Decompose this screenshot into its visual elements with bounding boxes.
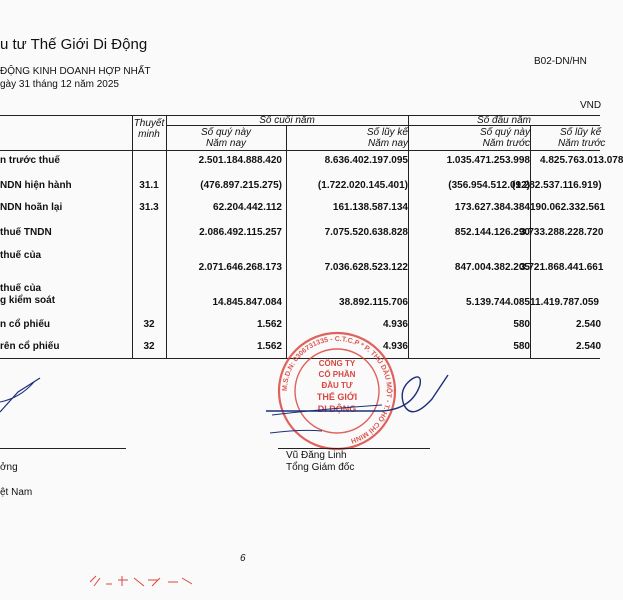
stamp-line-1: CÔNG TY (318, 359, 356, 368)
row-q-prev-value: (356.954.512.092) (448, 180, 530, 191)
col-ytd-this-header: Số lũy kế (366, 127, 408, 138)
group-end-header: Số cuối năm (259, 115, 315, 126)
right-signature-line (278, 448, 430, 449)
row-q-prev-value: 173.627.384.384 (454, 202, 530, 213)
row-note: 31.1 (139, 180, 159, 191)
row-label: n cổ phiếu (0, 319, 50, 330)
stamp-ring-text: M.S.D.N: 0306731335 - C.T.C.P * P. THỦ DẦU MỘT - T. HỒ CHÍ MINH (281, 335, 393, 444)
col-q-this-header: Số quý này (200, 127, 252, 138)
row-q-this-value: 62.204.442.112 (213, 202, 282, 213)
col-ytd-prev-header: Số lũy kế (560, 127, 602, 138)
col-note-header: Thuyết minh (133, 118, 165, 140)
handwritten-marks (88, 572, 198, 590)
col-q-prev-year: Năm trước (482, 138, 530, 149)
col-ytd-prev-year: Năm trước (558, 138, 606, 149)
page-number: 6 (240, 553, 246, 564)
form-code: B02-DN/HN (534, 56, 587, 67)
left-signer-title: ởng (0, 462, 18, 473)
row-q-this-value: 14.845.847.084 (212, 297, 282, 308)
right-signature-scribble (262, 365, 462, 445)
stamp-line-4: THẾ GIỚI (316, 392, 358, 402)
company-title: u tư Thế Giới Di Động (0, 36, 148, 53)
col-divider (408, 115, 409, 358)
currency-unit: VND (580, 100, 602, 111)
row-q-this-value: 1.562 (256, 341, 282, 352)
row-ytd-this-value: 4.936 (382, 341, 408, 352)
col-divider (530, 125, 531, 358)
row-ytd-prev-value: (1.282.537.116.919) (512, 180, 602, 191)
row-label: rên cổ phiếu (0, 341, 60, 352)
row-q-prev-value: 580 (513, 341, 530, 352)
row-ytd-prev-value: 190.062.332.561 (530, 202, 606, 213)
left-signature-scribble (0, 372, 60, 422)
row-ytd-this-value: 4.936 (382, 319, 408, 330)
row-ytd-prev-value: 2.540 (576, 319, 602, 330)
row-label: n trước thuế (0, 155, 60, 166)
row-q-this-value: (476.897.215.275) (200, 180, 282, 191)
row-note: 32 (143, 341, 155, 352)
right-signer-name: Vũ Đăng Linh (286, 450, 347, 461)
right-signer-title: Tổng Giám đốc (286, 462, 355, 473)
row-q-this-value: 2.501.184.888.420 (198, 155, 282, 166)
row-q-this-value: 2.086.492.115.257 (199, 227, 282, 238)
row-q-prev-value: 580 (513, 319, 530, 330)
stamp-line-5: DI ĐỘNG (317, 404, 357, 414)
row-label-continued: g kiểm soát (0, 295, 56, 306)
row-ytd-prev-value: 3.721.868.441.661 (520, 262, 604, 273)
row-ytd-this-value: 161.138.587.134 (332, 202, 408, 213)
row-q-this-value: 2.071.646.268.173 (198, 262, 282, 273)
row-note: 32 (143, 319, 155, 330)
row-q-this-value: 1.562 (256, 319, 282, 330)
row-ytd-prev-value: 11.419.787.059 (530, 297, 599, 308)
row-note: 31.3 (139, 202, 159, 213)
left-signature-line (0, 448, 126, 449)
row-q-prev-value: 847.004.382.205 (454, 262, 530, 273)
row-label: thuế của (0, 283, 42, 294)
report-title: ĐỘNG KINH DOANH HỢP NHẤT (0, 66, 151, 77)
col-q-this-year: Năm nay (205, 138, 246, 149)
row-ytd-prev-value: 4.825.763.013.078 (540, 155, 623, 166)
row-ytd-this-value: 7.075.520.638.828 (324, 227, 408, 238)
col-divider (286, 125, 287, 358)
row-q-prev-value: 5.139.744.085 (466, 297, 530, 308)
col-q-prev-header: Số quý này (479, 127, 530, 138)
row-label: NDN hiện hành (0, 180, 72, 191)
row-ytd-this-value: 8.636.402.197.095 (324, 155, 408, 166)
row-q-prev-value: 1.035.471.253.998 (446, 155, 530, 166)
row-ytd-this-value: (1.722.020.145.401) (317, 180, 408, 191)
group-begin-header: Số đầu năm (477, 115, 531, 126)
row-label: NDN hoãn lại (0, 202, 63, 213)
row-ytd-this-value: 38.892.115.706 (339, 297, 408, 308)
row-label: thuế TNDN (0, 227, 52, 238)
row-label: thuế của (0, 250, 42, 261)
row-ytd-prev-value: 2.540 (576, 341, 602, 352)
left-signer-name: ệt Nam (0, 487, 33, 498)
header-bottom-border (0, 150, 600, 151)
stamp-line-2: CỔ PHẦN (318, 370, 356, 379)
col-ytd-this-year: Năm nay (367, 138, 408, 149)
row-q-prev-value: 852.144.126.290 (454, 227, 530, 238)
row-ytd-prev-value: 3.733.288.228.720 (520, 227, 604, 238)
stamp-line-3: ĐẦU TƯ (321, 381, 353, 390)
report-date: gày 31 tháng 12 năm 2025 (0, 79, 119, 90)
row-ytd-this-value: 7.036.628.523.122 (324, 262, 408, 273)
